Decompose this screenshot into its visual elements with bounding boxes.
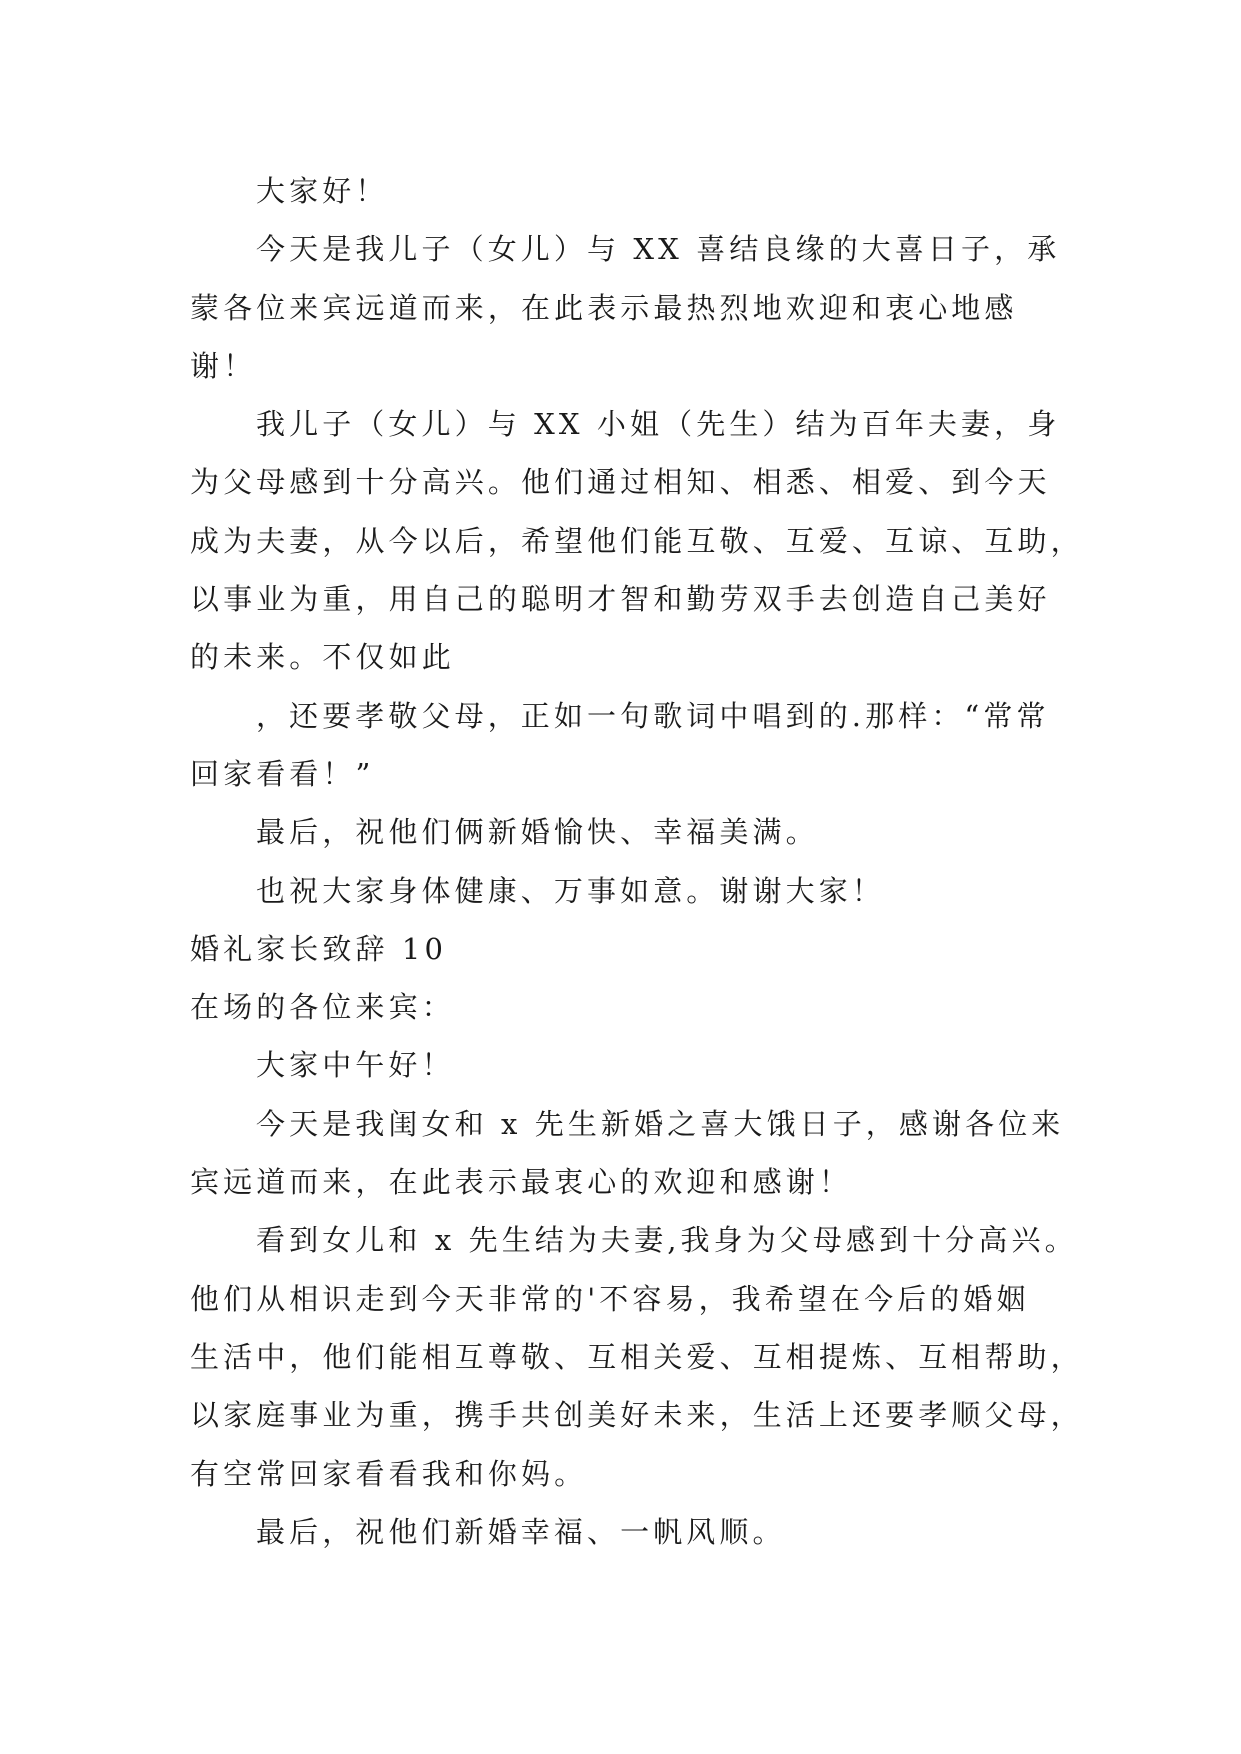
- text-line: 今天是我闺女和 x 先生新婚之喜大饿日子，感谢各位来: [256, 1106, 1065, 1141]
- text-line: 蒙各位来宾远道而来，在此表示最热烈地欢迎和衷心地感: [190, 290, 1018, 325]
- text-line: 大家中午好！: [256, 1048, 455, 1083]
- text-line: 我儿子（女儿）与 XX 小姐（先生）结为百年夫妻，身: [256, 407, 1061, 442]
- text-line: 今天是我儿子（女儿）与 XX 喜结良缘的大喜日子，承: [256, 232, 1061, 267]
- text-line: 的未来。不仅如此: [190, 640, 455, 675]
- text-line: 为父母感到十分高兴。他们通过相知、相悉、相爱、到今天: [190, 465, 1051, 500]
- text-line: 大家好！: [256, 174, 389, 208]
- text-line: 在场的各位来宾：: [190, 990, 455, 1025]
- document-body: [190, 162, 1084, 1561]
- text-line: 最后，祝他们俩新婚愉快、幸福美满。: [256, 815, 819, 850]
- text-line: 回家看看！”: [190, 756, 375, 791]
- text-line: 也祝大家身体健康、万事如意。谢谢大家！: [256, 873, 885, 908]
- text-line: 宾远道而来，在此表示最衷心的欢迎和感谢！: [190, 1165, 853, 1200]
- text-line: 成为夫妻，从今以后，希望他们能互敬、互爱、互谅、互助，: [190, 523, 1084, 558]
- text-line: 以家庭事业为重，携手共创美好未来，生活上还要孝顺父母，: [190, 1398, 1084, 1433]
- text-line: 他们从相识走到今天非常的'不容易，我希望在今后的婚姻: [190, 1281, 1030, 1316]
- text-line: 看到女儿和 x 先生结为夫妻,我身为父母感到十分高兴。: [256, 1223, 1078, 1258]
- text-line: ，还要孝敬父母，正如一句歌词中唱到的.那样：“常常: [256, 698, 1050, 733]
- text-line: 婚礼家长致辞 10: [190, 931, 448, 966]
- text-line: 以事业为重，用自己的聪明才智和勤劳双手去创造自己美好: [190, 582, 1051, 617]
- text-line: 谢！: [190, 348, 257, 383]
- text-line: 有空常回家看看我和你妈。: [190, 1456, 588, 1491]
- text-line: 最后，祝他们新婚幸福、一帆风顺。: [256, 1514, 786, 1549]
- text-line: 生活中，他们能相互尊敬、互相关爱、互相提炼、互相帮助，: [190, 1339, 1084, 1374]
